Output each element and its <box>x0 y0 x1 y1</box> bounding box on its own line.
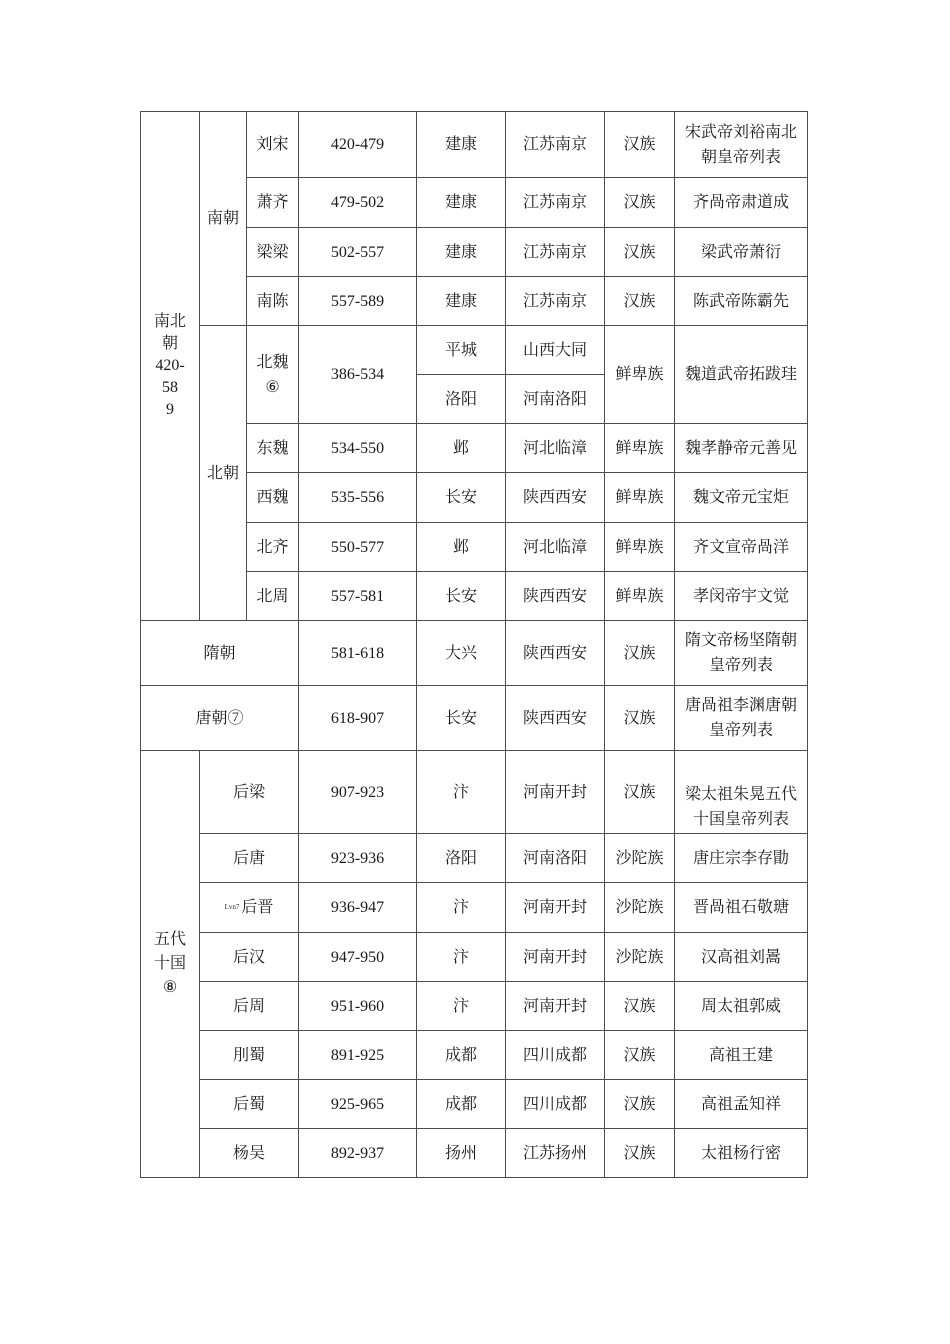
ethnicity-cell: 汉族 <box>605 1031 675 1080</box>
capital-cell: 长安 <box>417 473 506 523</box>
years-cell: 550-577 <box>299 523 417 572</box>
capital-cell: 汴 <box>417 883 506 933</box>
dynasty-name-cell: 后汉 <box>200 933 299 982</box>
location-cell: 河北临漳 <box>506 523 605 572</box>
ethnicity-cell: 沙陀族 <box>605 933 675 982</box>
location-cell: 陕西西安 <box>506 572 605 621</box>
table-row <box>141 326 808 375</box>
dynasty-name-cell: 萧齐 <box>247 178 299 228</box>
years-cell: 947-950 <box>299 933 417 982</box>
dynasty-name: 北魏 <box>256 353 289 371</box>
location-cell: 河南开封 <box>506 982 605 1031</box>
founder-cell: 陈武帝陈霸先 <box>675 277 808 326</box>
capital-cell: 建康 <box>417 112 506 178</box>
ethnicity-cell: 汉族 <box>605 1080 675 1129</box>
location-cell: 陕西西安 <box>506 473 605 523</box>
era-line: 五代 <box>153 931 186 948</box>
era-cell-five-dynasties <box>141 751 200 1178</box>
capital-cell: 汴 <box>417 982 506 1031</box>
table-row <box>141 1129 808 1178</box>
location-cell: 江苏南京 <box>506 112 605 178</box>
era-cell-southern-northern <box>141 112 200 621</box>
ethnicity-cell: 汉族 <box>605 621 675 686</box>
years-cell: 557-589 <box>299 277 417 326</box>
table-row <box>141 1031 808 1080</box>
table-row <box>141 1080 808 1129</box>
dynasty-name-cell <box>247 326 299 424</box>
dynasty-name-cell <box>200 883 299 933</box>
dynasty-name: 后晋 <box>241 898 274 916</box>
location-cell: 河南洛阳 <box>506 834 605 883</box>
table-row <box>141 933 808 982</box>
years-cell: 534-550 <box>299 424 417 473</box>
capital-cell: 建康 <box>417 178 506 228</box>
dynasty-name-cell: 刘宋 <box>247 112 299 178</box>
years-cell: 925-965 <box>299 1080 417 1129</box>
location-cell: 陕西西安 <box>506 686 605 751</box>
dynasty-name-cell-sui: 隋朝 <box>141 621 299 686</box>
years-cell: 479-502 <box>299 178 417 228</box>
era-line: ⑧ <box>162 979 178 996</box>
era-line: 南北 <box>153 313 186 330</box>
ethnicity-cell: 鲜卑族 <box>605 572 675 621</box>
ethnicity-cell: 汉族 <box>605 112 675 178</box>
dynasty-name-cell: 梁梁 <box>247 228 299 277</box>
era-line: 十国 <box>153 955 186 972</box>
capital-cell: 邺 <box>417 523 506 572</box>
dynasty-name-cell: 后蜀 <box>200 1080 299 1129</box>
ethnicity-cell: 汉族 <box>605 178 675 228</box>
ethnicity-cell: 汉族 <box>605 277 675 326</box>
location-cell: 四川成都 <box>506 1031 605 1080</box>
ethnicity-cell: 鲜卑族 <box>605 424 675 473</box>
years-cell: 891-925 <box>299 1031 417 1080</box>
founder-cell: 高祖王建 <box>675 1031 808 1080</box>
sub-era-cell-northern: 北朝 <box>200 326 247 621</box>
founder-cell: 魏孝静帝元善见 <box>675 424 808 473</box>
capital-cell: 邺 <box>417 424 506 473</box>
ethnicity-cell: 汉族 <box>605 751 675 834</box>
founder-cell: 唐咼祖李渊唐朝皇帝列表 <box>675 686 808 751</box>
name-prefix-mark: Lvn7 <box>224 903 240 912</box>
location-cell: 河南开封 <box>506 933 605 982</box>
years-cell: 618-907 <box>299 686 417 751</box>
founder-cell: 宋武帝刘裕南北朝皇帝列表 <box>675 112 808 178</box>
dynasty-name-cell: 刖蜀 <box>200 1031 299 1080</box>
founder-cell: 晋咼祖石敬瑭 <box>675 883 808 933</box>
table-row <box>141 686 808 751</box>
dynasty-name-cell-tang: 唐朝⑦ <box>141 686 299 751</box>
ethnicity-cell: 汉族 <box>605 982 675 1031</box>
location-cell: 陕西西安 <box>506 621 605 686</box>
years-cell: 581-618 <box>299 621 417 686</box>
years-cell: 923-936 <box>299 834 417 883</box>
table-row <box>141 982 808 1031</box>
founder-cell: 孝闵帝宇文觉 <box>675 572 808 621</box>
ethnicity-cell: 汉族 <box>605 228 675 277</box>
founder-cell: 周太祖郭威 <box>675 982 808 1031</box>
dynasty-name-cell: 后唐 <box>200 834 299 883</box>
location-cell: 江苏南京 <box>506 228 605 277</box>
founder-cell: 隋文帝杨坚隋朝皇帝列表 <box>675 621 808 686</box>
founder-cell: 魏道武帝拓跋珪 <box>675 326 808 424</box>
dynasty-name-cell: 杨吴 <box>200 1129 299 1178</box>
ethnicity-cell: 鲜卑族 <box>605 523 675 572</box>
location-cell: 江苏扬州 <box>506 1129 605 1178</box>
dynasty-name-cell: 西魏 <box>247 473 299 523</box>
location-cell: 江苏南京 <box>506 277 605 326</box>
era-line: 9 <box>166 401 174 418</box>
founder-cell: 唐庄宗李存勖 <box>675 834 808 883</box>
location-cell: 河南开封 <box>506 751 605 834</box>
location-cell: 河南开封 <box>506 883 605 933</box>
years-cell: 535-556 <box>299 473 417 523</box>
ethnicity-cell: 鲜卑族 <box>605 326 675 424</box>
years-cell: 936-947 <box>299 883 417 933</box>
table-row <box>141 621 808 686</box>
ethnicity-cell: 汉族 <box>605 686 675 751</box>
capital-cell: 建康 <box>417 228 506 277</box>
years-cell: 386-534 <box>299 326 417 424</box>
table-row <box>141 883 808 933</box>
founder-cell: 汉高祖刘暠 <box>675 933 808 982</box>
capital-cell: 成都 <box>417 1031 506 1080</box>
ethnicity-cell: 沙陀族 <box>605 834 675 883</box>
location-cell: 河南洛阳 <box>506 375 605 424</box>
capital-cell: 洛阳 <box>417 834 506 883</box>
era-line: 朝 <box>161 335 178 352</box>
sub-era-cell-southern: 南朝 <box>200 112 247 326</box>
table-row <box>141 834 808 883</box>
ethnicity-cell: 鲜卑族 <box>605 473 675 523</box>
location-cell: 江苏南京 <box>506 178 605 228</box>
capital-cell: 扬州 <box>417 1129 506 1178</box>
capital-cell: 平城 <box>417 326 506 375</box>
founder-cell: 梁武帝萧衍 <box>675 228 808 277</box>
dynasty-name-cell: 后周 <box>200 982 299 1031</box>
location-cell: 山西大同 <box>506 326 605 375</box>
capital-cell: 长安 <box>417 572 506 621</box>
dynasty-table <box>140 111 808 1178</box>
dynasty-name-cell: 后梁 <box>200 751 299 834</box>
years-cell: 557-581 <box>299 572 417 621</box>
founder-cell: 齐咼帝肃道成 <box>675 178 808 228</box>
dynasty-name-cell: 南陈 <box>247 277 299 326</box>
years-cell: 951-960 <box>299 982 417 1031</box>
years-cell: 907-923 <box>299 751 417 834</box>
capital-cell: 长安 <box>417 686 506 751</box>
founder-cell: 高祖孟知祥 <box>675 1080 808 1129</box>
capital-cell: 洛阳 <box>417 375 506 424</box>
location-cell: 四川成都 <box>506 1080 605 1129</box>
capital-cell: 成都 <box>417 1080 506 1129</box>
years-cell: 420-479 <box>299 112 417 178</box>
footnote-mark: ⑥ <box>265 378 280 396</box>
location-cell: 河北临漳 <box>506 424 605 473</box>
table-row <box>141 751 808 834</box>
founder-cell: 魏文帝元宝炬 <box>675 473 808 523</box>
capital-cell: 大兴 <box>417 621 506 686</box>
capital-cell: 建康 <box>417 277 506 326</box>
years-cell: 502-557 <box>299 228 417 277</box>
years-cell: 892-937 <box>299 1129 417 1178</box>
capital-cell: 汴 <box>417 751 506 834</box>
dynasty-name-cell: 东魏 <box>247 424 299 473</box>
capital-cell: 汴 <box>417 933 506 982</box>
ethnicity-cell: 汉族 <box>605 1129 675 1178</box>
founder-cell: 梁太祖朱晃五代十国皇帝列表 <box>675 751 808 834</box>
dynasty-name-cell: 北周 <box>247 572 299 621</box>
founder-cell: 太祖杨行密 <box>675 1129 808 1178</box>
table-row <box>141 112 808 178</box>
era-line: 420- <box>155 357 185 374</box>
founder-cell: 齐文宣帝咼洋 <box>675 523 808 572</box>
dynasty-name-cell: 北齐 <box>247 523 299 572</box>
era-line: 58 <box>162 379 178 396</box>
ethnicity-cell: 沙陀族 <box>605 883 675 933</box>
